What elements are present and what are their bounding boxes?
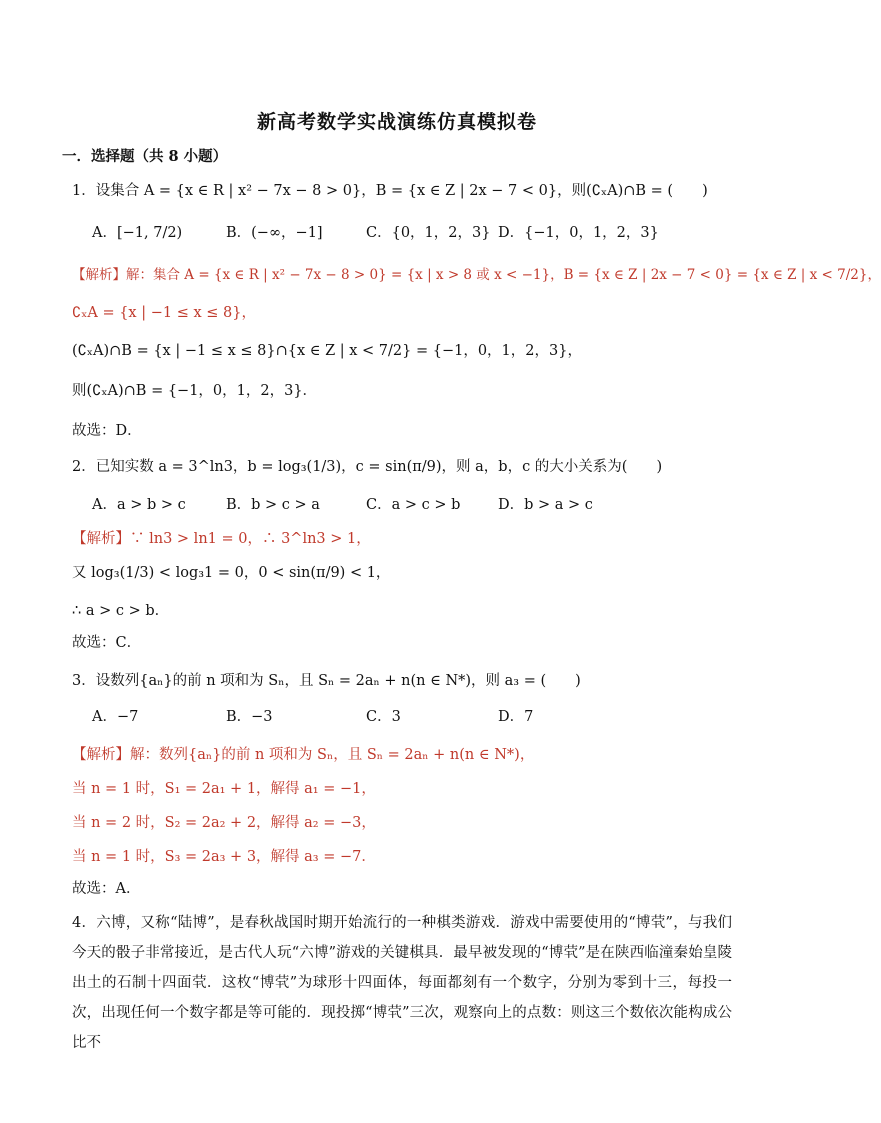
q1-answer: 故选：D． bbox=[72, 423, 142, 439]
q1-option-d: D．{−1，0，1，2，3} bbox=[498, 225, 659, 241]
q3-answer: 故选：A． bbox=[72, 881, 141, 897]
q1-analysis-line-4: 则(∁ₓA)∩B = {−1，0，1，2，3}． bbox=[72, 383, 318, 399]
q2-option-c: C．a > c > b bbox=[366, 497, 461, 513]
q3-analysis-line-4: 当 n = 1 时，S₃ = 2a₃ + 3，解得 a₃ = −7． bbox=[72, 849, 376, 865]
q3-analysis-line-3: 当 n = 2 时，S₂ = 2a₂ + 2，解得 a₂ = −3， bbox=[72, 815, 376, 831]
q1-analysis-line-3: (∁ₓA)∩B = {x | −1 ≤ x ≤ 8}∩{x ∈ Z | x < 7/2} = {−1，0，1，2，3}， bbox=[72, 343, 582, 359]
q2-option-b: B．b > c > a bbox=[226, 497, 320, 513]
question-4-paragraph: 4．六博，又称“陆博”，是春秋战国时期开始流行的一种棋类游戏．游戏中需要使用的“博茕”，与我们今天的骰子非常接近，是古代人玩“六博”游戏的关键棋具．最早被发现的“博茕”是在陕西临潼秦始皇陵出土的石制十四面茕．这枚“博茕”为球形十四面体，每面都刻有一个数字，分别为零到十三，每投一次，出现任何一个数字都是等可能的．现投掷“博茕”三次，观察向上的点数：则这三个数依次能构成公比不 bbox=[72, 915, 732, 1051]
q1-analysis-line-1: 【解析】解：集合 A = {x ∈ R | x² − 7x − 8 > 0} = {x | x > 8 或 x < −1}，B = {x ∈ Z | 2x − 7 < 0} = {x ∈ Z | x < 7/2}， bbox=[72, 267, 881, 283]
page-title: 新高考数学实战演练仿真模拟卷 bbox=[256, 111, 537, 133]
question-1-stem: 1．设集合 A = {x ∈ R | x² − 7x − 8 > 0}，B = {x ∈ Z | 2x − 7 < 0}，则(∁ₓA)∩B = ( ) bbox=[72, 183, 708, 199]
q1-option-b: B．(−∞，−1] bbox=[226, 225, 323, 241]
section-heading: 一．选择题（共 8 小题） bbox=[62, 148, 228, 165]
q3-analysis-line-1: 【解析】解：数列{aₙ}的前 n 项和为 Sₙ，且 Sₙ = 2aₙ + n(n ∈ N*)， bbox=[72, 747, 535, 763]
question-2-stem: 2．已知实数 a = 3^ln3，b = log₃(1/3)，c = sin(π/9)，则 a，b，c 的大小关系为( ) bbox=[72, 459, 663, 475]
q2-analysis-line-1: 【解析】∵ ln3 > ln1 = 0，∴ 3^ln3 > 1， bbox=[72, 531, 371, 547]
q3-option-a: A．−7 bbox=[92, 709, 139, 725]
q3-option-c: C．3 bbox=[366, 709, 401, 725]
q1-analysis-line-2: ∁ₓA = {x | −1 ≤ x ≤ 8}， bbox=[72, 305, 256, 321]
q3-option-d: D．7 bbox=[498, 709, 534, 725]
q2-analysis-line-2: 又 log₃(1/3) < log₃1 = 0，0 < sin(π/9) < 1， bbox=[72, 565, 391, 581]
question-3-stem: 3．设数列{aₙ}的前 n 项和为 Sₙ，且 Sₙ = 2aₙ + n(n ∈ N*)，则 a₃ = ( ) bbox=[72, 673, 581, 689]
q2-option-d: D．b > a > c bbox=[498, 497, 593, 513]
q2-option-a: A．a > b > c bbox=[92, 497, 186, 513]
q2-analysis-line-3: ∴ a > c > b． bbox=[72, 603, 170, 619]
q3-analysis-line-2: 当 n = 1 时，S₁ = 2a₁ + 1，解得 a₁ = −1， bbox=[72, 781, 376, 797]
q1-option-a: A．[−1, 7/2) bbox=[92, 225, 183, 241]
q3-option-b: B．−3 bbox=[226, 709, 273, 725]
q2-answer: 故选：C． bbox=[72, 635, 142, 651]
q1-option-c: C．{0，1，2，3} bbox=[366, 225, 491, 241]
